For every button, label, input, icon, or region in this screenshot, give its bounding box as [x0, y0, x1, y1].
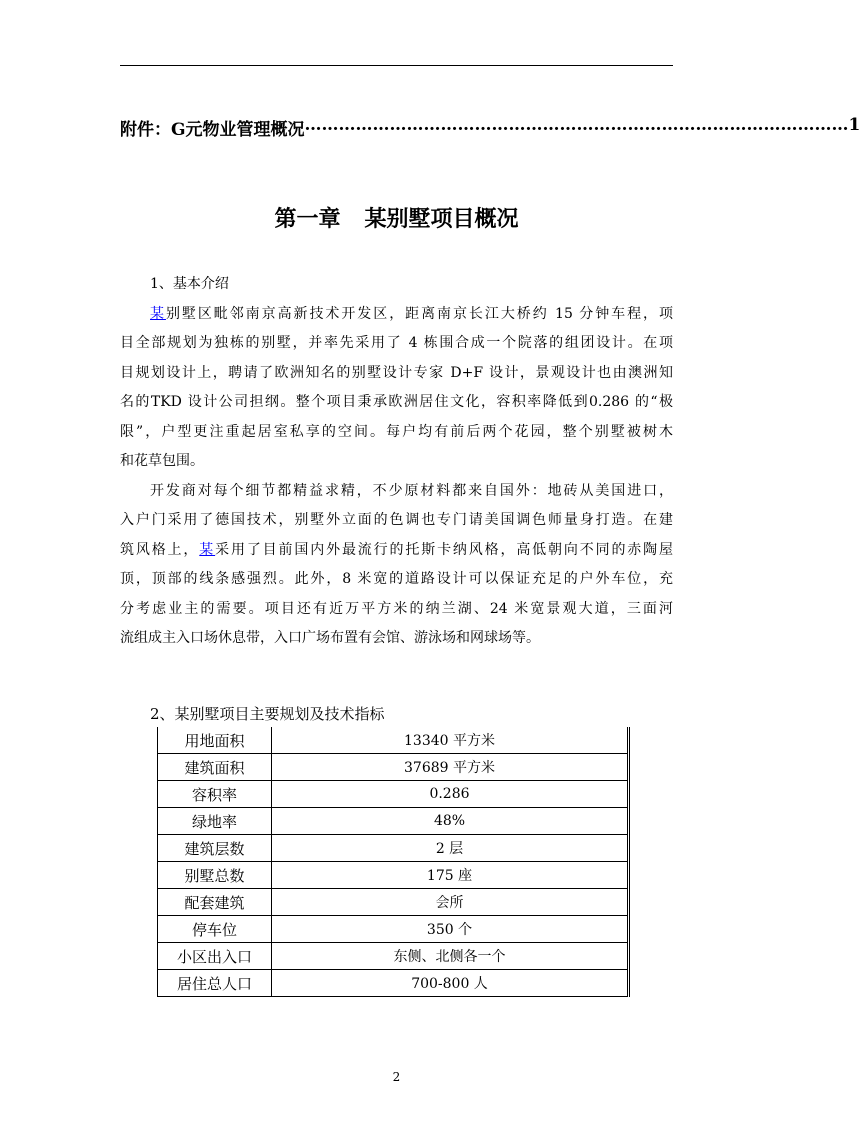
indicator-label: 配套建筑	[158, 889, 272, 916]
indicator-value: 13340 平方米	[272, 727, 629, 754]
indicator-value: 会所	[272, 889, 629, 916]
table-row	[158, 835, 629, 862]
header-rule	[120, 65, 673, 66]
indicator-label: 建筑层数	[158, 835, 272, 862]
section-basic-intro	[120, 270, 673, 654]
table-row	[158, 727, 629, 754]
table-row	[158, 808, 629, 835]
page-number: 2	[392, 1070, 401, 1084]
indicator-label: 停车位	[158, 916, 272, 943]
paragraph-line	[120, 536, 673, 566]
table-row	[158, 889, 629, 916]
indicator-value: 175 座	[272, 862, 629, 889]
text: 采用了目前国内外最流行的托斯卡纳风格，高低朝向不同的赤陶屋	[215, 541, 674, 558]
indicator-value: 0.286	[272, 781, 629, 808]
chapter-title: 某别墅项目概况	[364, 206, 519, 232]
indicator-value: 48%	[272, 808, 629, 835]
indicator-label: 绿地率	[158, 808, 272, 835]
table-row	[158, 943, 629, 970]
hyperlink[interactable]: 某	[150, 305, 166, 322]
table-row	[158, 754, 629, 781]
indicators-table	[157, 727, 630, 997]
paragraph-line: 入户门采用了德国技术，别墅外立面的色调也专门请美国调色师量身打造。在建	[120, 512, 673, 528]
hyperlink[interactable]: 某	[199, 541, 216, 558]
section-heading: 2、某别墅项目主要规划及技术指标	[150, 705, 385, 723]
paragraph-line	[120, 300, 673, 330]
text: 筑风格上，	[120, 541, 200, 558]
paragraph-line: 顶，顶部的线条感强烈。此外，8 米宽的道路设计可以保证充足的户外车位，充	[120, 571, 673, 587]
table-row	[158, 970, 629, 997]
indicator-label: 居住总人口	[158, 970, 272, 997]
indicator-label: 别墅总数	[158, 862, 272, 889]
paragraph-line: 分考虑业主的需要。项目还有近万平方米的纳兰湖、24 米宽景观大道，三面河	[120, 600, 673, 617]
indicator-value: 350 个	[272, 916, 629, 943]
paragraph-line: 名的TKD 设计公司担纲。整个项目秉承欧洲居住文化，容积率降低到0.286 的“极	[120, 394, 673, 410]
indicator-label: 小区出入口	[158, 943, 272, 970]
indicator-value: 700-800 人	[272, 970, 629, 997]
paragraph-line: 目全部规划为独栋的别墅，并率先采用了 4 栋围合成一个院落的组团设计。在项	[120, 335, 673, 351]
paragraph-line: 流组成主入口场休息带，入口广场布置有会馆、游泳场和网球场等。	[120, 630, 540, 646]
paragraph-line: 限”，户型更注重起居室私享的空间。每户均有前后两个花园，整个别墅被树木	[120, 423, 673, 440]
paragraph-line: 开发商对每个细节都精益求精，不少原材料都来自国外：地砖从美国进口，	[150, 482, 673, 499]
section-indicators	[120, 702, 673, 726]
paragraph-line: 和花草包围。	[120, 453, 204, 469]
indicator-label: 用地面积	[158, 727, 272, 754]
table-row	[158, 781, 629, 808]
chapter-heading	[0, 202, 793, 233]
indicator-value: 2 层	[272, 835, 629, 862]
toc-entry[interactable]	[120, 115, 860, 140]
chapter-number: 第一章	[274, 206, 341, 232]
section-heading: 1、基本介绍	[150, 276, 229, 292]
toc-page: 1	[848, 115, 860, 135]
text: 别墅区毗邻南京高新技术开发区，距离南京长江大桥约 15 分钟车程，项	[165, 305, 674, 322]
table-row	[158, 916, 629, 943]
indicator-label: 建筑面积	[158, 754, 272, 781]
indicator-label: 容积率	[158, 781, 272, 808]
toc-label: 附件：G元物业管理概况	[120, 120, 305, 140]
indicator-value: 东侧、北侧各一个	[272, 943, 629, 970]
table-row	[158, 862, 629, 889]
toc-leader-dots: ……………………………………………………………………………………	[304, 115, 849, 135]
paragraph-line: 目规划设计上，聘请了欧洲知名的别墅设计专家 D+F 设计，景观设计也由澳洲知	[120, 364, 673, 381]
indicator-value: 37689 平方米	[272, 754, 629, 781]
